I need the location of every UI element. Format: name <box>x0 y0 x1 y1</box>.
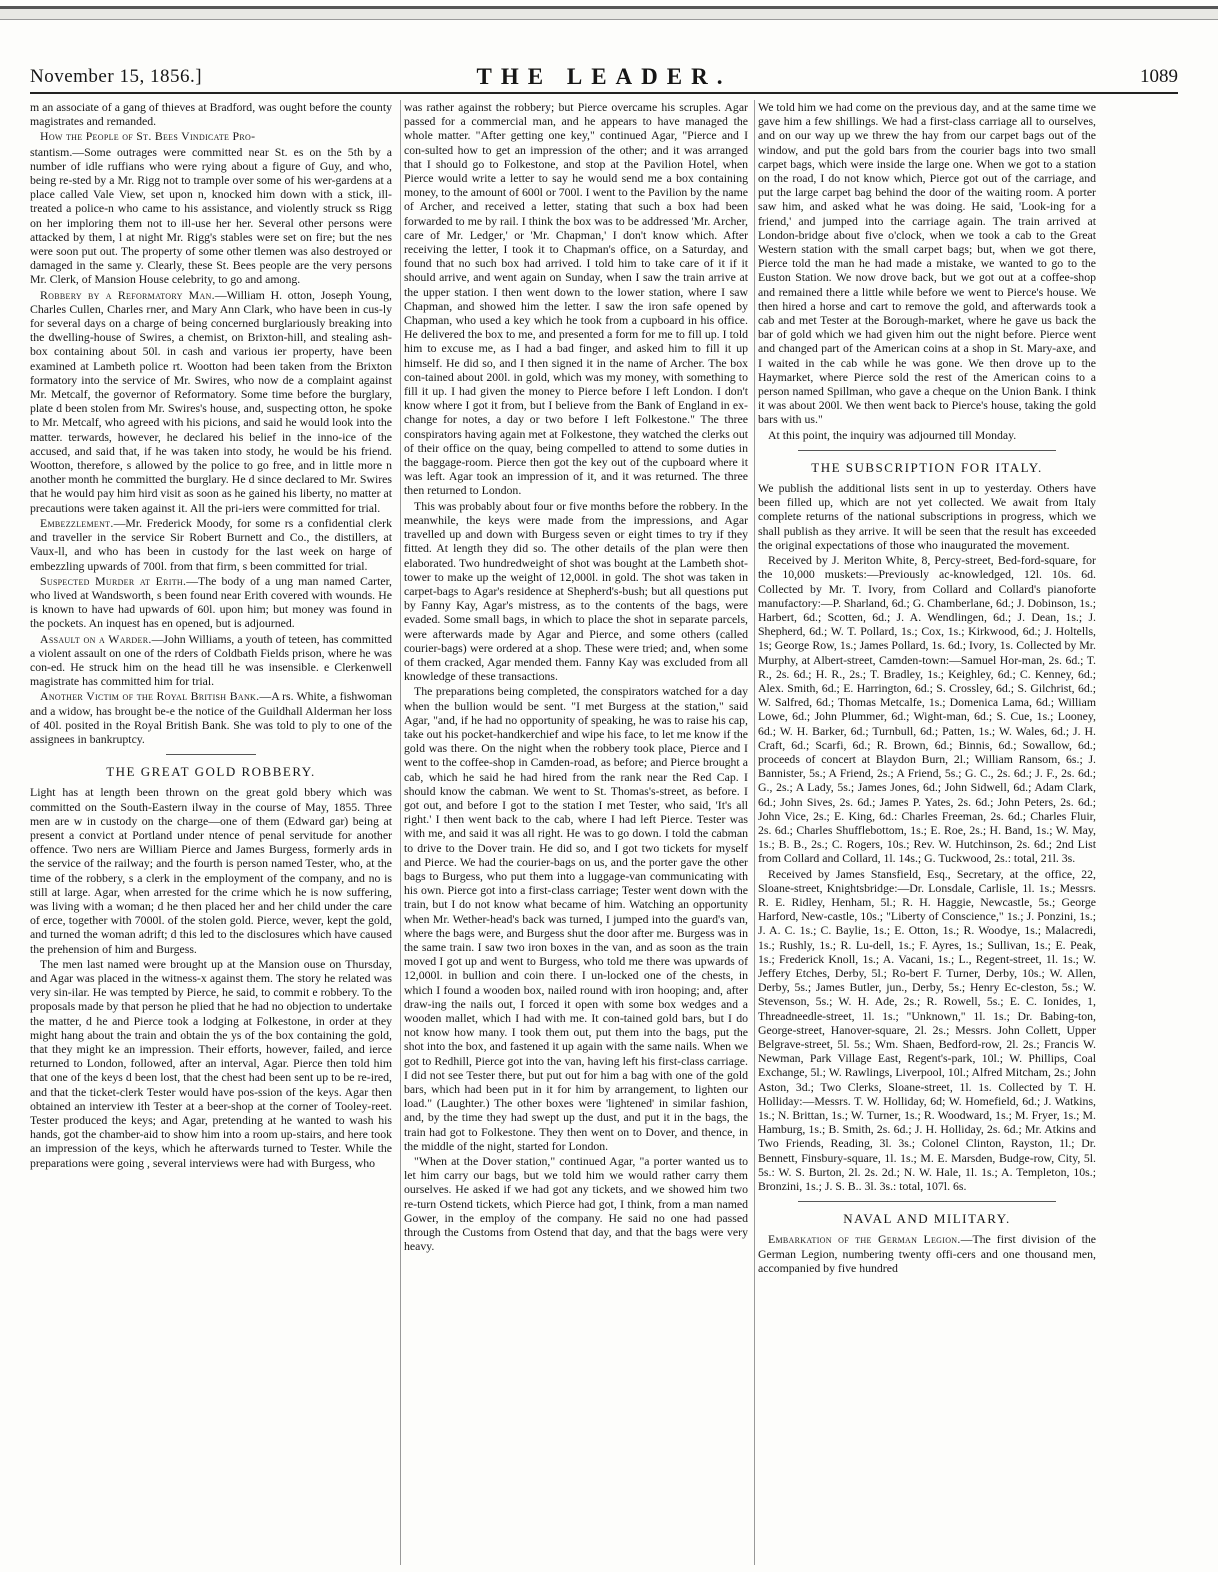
article-paragraph: The preparations being completed, the conspirators watched for a day when the bullion would be sent. "I met Burgess at the station," said Agar, "and, if he had no opportunity of speaking, he was to raise his cap, take out his pocket-handkerchief and wipe his face, to let me know if the gold was there. On the night when the robbery took place, Pierce and I went to the coffee-shop in Camden-road, as before; and Pierce brought a cab, which he said he had hired from the rank near the Red Cap. I should know the cabman. We went to St. Thomas's-street, as before. I got out, and before I got to the station I met Tester, who said, 'It's all right.' I then went back to the cab, where I had left Pierce. Tester was with me, and said it was all right. He was to go down. I told the cabman to drive to the Dover train. He did so, and I got two tickets for myself and Pierce. We had the courier-bags on us, and the porter gave the other bags to Burgess, who put them into a luggage-van communicating with his own. Pierce got into a first-class carriage; Tester went down with the train, but I do not know what became of him. Watching an opportunity when Mr. Wether-head's back was turned, I jumped into the guard's van, where the bags were, and Burgess shut the door after me. Burgess was in the same train. I saw two iron boxes in the van, and as soon as the train moved I got up and went to Burgess, who told me there was upwards of 12,000l. in bullion and coin there. I un-locked one of the chests, in which I found a wooden box, nailed round with iron hooping; and, after draw-ing the nails out, I forced it open with some box wedges and a wooden mallet, which I had with me. It con-tained gold bars, but I do not know how many. I took them out, put them into the bags, put the shot into the box, and fastened it up again with the same nails. When we got to Redhill, Pierce got into the van, having left his first-class carriage. I did not see Tester there, but put out for him a bag with one of the gold bars, which had been put in it for him by arrangement, to lighten our load." (Laughter.) The other boxes were 'lightened' in similar fashion, and, by the time they had swept up the dust, and put it in the bags, the train had got to Folkestone. They then went on to Dover, and thence, in the middle of the night, started for London. <box>404 684 748 1153</box>
article-paragraph: We told him we had come on the previous day, and at the same time we gave him a few shillings. We had a first-class carriage all to ourselves, and on our way up we threw the hay from our carpet bags out of the window, and put the gold bars from the courier bags into two small carpet bags, which were inside the large one. When we got to a station on the road, I do not know which, Pierce got out of the carriage, and put the large carpet bag behind the door of the waiting room. A porter saw him, and asked what he was doing. He said, 'Look-ing for a friend,' and jumped into the carriage again. The train arrived at London-bridge about five o'clock, when we took a cab to the Great Western station with the small carpet bags; but, when we got there, Pierce told the man he had made a mistake, we wanted to go to the Euston Station. We now drove back, but we got out at a coffee-shop and remained there a little while before we went to Pierce's house. We then hired a horse and cart to remove the gold, and afterwards took a cab and met Tester at the Borough-market, where he gave us back the bar of gold which we had given him out the night before. Pierce went and changed part of the American coins at a shop in St. Mary-axe, and I waited in the cab while he was gone. We then drove up to the Haymarket, where Pierce sold the rest of the American coins to a person named Spillman, who gave a cheque on the Union Bank. I think it was about 200l. We then went back to Pierce's house, taking the gold bars with us." <box>758 100 1096 427</box>
issue-date: November 15, 1856.] <box>30 66 203 87</box>
article-heading: How the People of St. Bees Vindicate Pro- <box>40 129 256 144</box>
article-paragraph: —The body of a ung man named Carter, who lived at Wandsworth, s been found near Erith covered with wounds. He is known to have had upwards of 60l. upon him; but money was found in the pockets. An inquest has en opened, but is adjourned. <box>30 573 392 631</box>
section-heading: THE SUBSCRIPTION FOR ITALY. <box>811 459 1043 475</box>
section-heading: NAVAL AND MILITARY. <box>843 1211 1011 1227</box>
article-heading: Embezzlement. <box>40 515 114 530</box>
masthead <box>30 62 1178 94</box>
article-paragraph: This was probably about four or five months before the robbery. In the meanwhile, the keys were made from the impressions, and Agar travelled up and down with Burgess seven or eight times to try if they fitted. At length they did so. The other details of the plan were then elaborated. Two hundredweight of shot was bought at the Lambeth shot-tower to make up the weight of 12,000l. in gold. The shot was taken in carpet-bags to Agar's residence at Shepherd's-bush; but all questions put by Fanny Kay, Agar's mistress, as to the contents of the bags, were evaded. Some small bags, in which to place the shot in separate parcels, were afterwards made by Agar and Pierce, and some others (called courier-bags) were ordered at a shop. These were tried; and, when some of them cracked, Agar mended them. Fanny Kay was excluded from all knowledge of these transactions. <box>404 498 748 684</box>
article-heading: Suspected Murder at Erith. <box>40 573 187 588</box>
article-paragraph: stantism.—Some outrages were committed near St. es on the 5th by a number of idle ruffians who were rying about a figure of Guy, and who, being re-sted by a Mr. Rigg not to trample over some of his wer-gardens at a place called Vale View, set upon n, knocked him down with a stick, ill-treated a police-n who came to his assistance, and violently struck ss Rigg on her imploring them not to ill-use her her. Several other persons were attacked by them, l at night Mr. Rigg's stables were set on fire; but the nes were soon put out. The property of some other tlemen was also destroyed or damaged in the same y. Clearly, these St. Bees people are the very persons Mr. Clerk, of Mansion House celebrity, to go and among. <box>30 144 392 287</box>
section-divider <box>798 450 1056 451</box>
article-paragraph: —The first division of the German Legion, numbering twenty offi-cers and one thousand men, accompanied by five hundred <box>758 1232 1096 1275</box>
article-paragraph: m an associate of a gang of thieves at Bradford, was ought before the county magistrates and remanded. <box>30 100 392 129</box>
section-divider <box>798 1201 1056 1202</box>
page-number: 1089 <box>1140 66 1178 87</box>
section-divider <box>166 754 256 755</box>
article-heading: Assault on a Warder. <box>40 631 152 646</box>
article-heading: Robbery by a Reformatory Man. <box>40 287 215 302</box>
article-paragraph: Received by J. Meriton White, 8, Percy-street, Bed-ford-square, for the 10,000 muskets:—Previously ac-knowledged, 12l. 10s. 6d. Collected by Mr. T. Ivory, from Collard and Collard's pianoforte manufactory:—P. Sharland, 6d.; G. Chamberlane, 6d.; J. Dobinson, 1s.; Harbert, 6d.; Scotten, 6d.; J. A. Wendlingen, 6d.; J. Dean, 1s.; J. Shepherd, 6d.; W. T. Pollard, 1s.; Cox, 1s.; Kirkwood, 6d.; J. Holtells, 1s; George Row, 1s.; James Pollard, 1s. 6d.; Ivory, 1s. Collected by Mr. Murphy, at Albert-street, Camden-town:—Samuel Hor-man, 2s. 6d.; T. R., 2s. 6d.; H. R., 2s.; T. Bradley, 1s.; Keighley, 6d.; C. Kenney, 6d.; Alex. Smith, 6d.; E. Harrington, 6d.; S. Crossley, 6d.; S. Gilchrist, 6d.; W. Salfred, 6d.; Thomas Metcalfe, 1s.; Domenica Lama, 6d.; William Lowe, 6d.; John Plummer, 6d.; Wight-man, 6d.; S. Cue, 1s.; Looney, 6d.; W. H. Barker, 6d.; Turnbull, 6d.; Patten, 1s.; W. Wales, 6d.; J. H. Craft, 6d.; Scarfi, 6d.; R. Brown, 6d.; Binnis, 6d.; Sowallow, 6d.; proceeds of concert at Blaydon Burn, 2l.; William Ransom, 6s.; J. Bannister, 5s.; A Friend, 2s.; A Friend, 5s.; G. C., 2s. 6d.; J. F., 2s. 6d.; G., 2s.; A Lady, 5s.; James Jones, 6d.; John Sidwell, 6d.; Adam Clark, 6d.; John Sives, 2s. 6d.; James P. Yates, 2s. 6d.; John Peters, 2s. 6d.; John Vice, 2s.; E. King, 6d.: Charles Freeman, 2s. 6d.; Charles Fluir, 2s. 6d.; Charles Shufflebottom, 1s.; E. Roe, 2s.; H. Band, 1s.; W. May, 1s.; B. B., 2s.; C. Rogers, 10s.; Rev. W. Hutchinson, 2s. 6d.; 2nd List from Collard and Collard, 1l. 14s.; G. Tuckwood, 2s.: total, 21l. 3s. <box>758 553 1096 866</box>
newspaper-title: THE LEADER. <box>476 64 732 89</box>
article-paragraph: —A rs. White, a fishwoman and a widow, has brought be-e the notice of the Guildhall Alderman her loss of 40l. posited in the Royal British Bank. She was told to ply to one of the assignees in bankruptcy. <box>30 689 392 746</box>
article-paragraph: was rather against the robbery; but Pierce overcame his scruples. Agar passed for a commercial man, and he appears to have managed the whole matter. "After getting one key," continued Agar, "Pierce and I con-sulted how to get an impression of the other; and it was arranged that I should go to Folkestone, and stop at the Pavilion Hotel, when Pierce would write a letter to say he would send me a box containing money, to the amount of 600l or 700l. I went to the Pavilion by the name of Archer, and received a letter, stating that such a box had been forwarded to me by rail. I think the box was to be addressed 'Mr. Archer, care of Mr. Ledger,' or 'Mr. Chapman,' I don't know which. After receiving the letter, I took it to Chapman's office, on a Saturday, and found that no such box had arrived. I told him to take care of it if it should arrive, and went again on Sunday, when I saw the train arrive at the upper station. I then went down to the lower station, where I saw Chapman, and showed him the letter. I saw the iron safe opened by Chapman, who used a key which he took from a cupboard in his office. He delivered the box to me, and presented a form for me to fill up. I told him to excuse me, as I had a bad finger, and asked him to fill it up himself. He did so, and I then signed it in the name of Archer. The box con-tained about 200l. in gold, which was my money, with something to fill it up. I had given the money to Pierce before I left London. I don't know where I got it from, but I believe from the Bank of England in ex-change for notes, a day or two before I left Folkestone." The three conspirators having again met at Folkestone, they watched the clerks out of their office on the quay, being compelled to attend to some duties in the baggage-room. Pierce then got the key out of the cupboard where it was left. Agar took an impression of it, and it was returned. The three then returned to London. <box>404 100 748 498</box>
article-paragraph: We publish the additional lists sent in up to yesterday. Others have been filled up, which are not yet collected. We await from Italy complete returns of the national subscriptions in progress, which we shall publish as they arrive. It will be seen that the result has exceeded the original expectations of those who inaugurated the movement. <box>758 481 1096 552</box>
article-paragraph: —John Williams, a youth of teteen, has committed a violent assault on one of the rders of Coldbath Fields prison, where he was con-ed. He struck him on the head till he was insensible. e Clerkenwell magistrate has committed him for trial. <box>30 631 392 689</box>
article-paragraph: Light has at length been thrown on the great gold bbery which was committed on the South-Eastern ilway in the course of May, 1855. Three men are w in custody on the charge—one of them (Edward gar) being at present a convict at Portland under ntence of penal servitude for another offence. Two ners are William Pierce and James Burgess, formerly ards in the service of the railway; and the fourth is person named Tester, who, at the time of the robbery, s a clerk in the employment of the company, and no is still at large. Agar, when arrested for the crime which he is now suffering, was living with a woman; d he then placed her and her child under the care of erce, together with 7000l. of the stolen gold. Pierce, wever, kept the gold, and turned the woman adrift; d this led to the disclosures which have caused the prehension of him and Burgess. <box>30 785 392 956</box>
article-heading: Another Victim of the Royal British Bank. <box>40 689 260 704</box>
article-paragraph: "When at the Dover station," continued Agar, "a porter wanted us to let him carry our bags, but we told him we would rather carry them ourselves. He asked if we had got any tickets, and we showed him two re-turn Ostend tickets, which Pierce had got, I think, from a man named Gower, in the employ of the company. He said no one had passed through the Customs from Ostend that day, and that the bags were very heavy. <box>404 1154 748 1254</box>
column-right <box>754 100 1096 1565</box>
column-left <box>30 100 392 1565</box>
article-heading: Embarkation of the German Legion. <box>768 1232 961 1247</box>
article-paragraph: Received by James Stansfield, Esq., Secretary, at the office, 22, Sloane-street, Knightsbridge:—Dr. Lonsdale, Carlisle, 1l. 1s.; Messrs. R. E. Ridley, Henham, 5l.; R. H. Haggie, Newcastle, 5s.; George Harford, New-castle, 10s.; "Liberty of Conscience," 1s.; J. Ponzini, 1s.; J. A. C. 1s.; C. Baylie, 1s.; E. Otton, 1s.; R. Woodye, 1s.; Malacredi, 1s.; Rushly, 1s.; R. Lu-dell, 1s.; F. Ayres, 1s.; Sullivan, 1s.; E. Peak, 1s.; Frederick Knoll, 1s.; A. Vacani, 1s.; L., Regent-street, 1l. 1s.; W. Jeffery Etches, Derby, 5l.; Ro-bert F. Turner, Derby, 10s.; W. Allen, Derby, 5s.; James Butler, jun., Derby, 5s.; Henry Ec-cleston, 5s.; W. Stevenson, 5s.; W. H. Ade, 2s.; R. Rowell, 5s.; E. C. Ionides, 1, Threadneedle-street, 1l. 1s.; "Unknown," 1l. 1s.; Dr. Babing-ton, George-street, Hanover-square, 2l. 2s.; Messrs. John Collett, Upper Belgrave-street, 5l. 5s.; Wm. Shaen, Bedford-row, 2l. 2s.; Francis W. Newman, Park Village East, Regent's-park, 10l.; W. Phillips, Coal Exchange, 5l.; W. Rawlings, Liverpool, 10l.; Alfred Mitcham, 2s.; John Aston, 3d.; Two Clerks, Sloane-street, 1l. 1s. Collected by T. H. Holliday:—Messrs. T. W. Holliday, 6d; W. Homefield, 6d.; J. Watkins, 1s.; N. Brittan, 1s.; W. Turner, 1s.; R. Woodward, 1s.; M. Fryer, 1s.; M. Hamburg, 1s.; B. Smith, 2s. 6d.; J. H. Holliday, 2s. 6d.; Mr. Atkins and Two Friends, Reading, 3l. 3s.; Colonel Clinton, Rayston, 1l.; Dr. Bennett, Finsbury-square, 1l. 1s.; M. E. Marsden, Budge-row, City, 5l. 5s.: W. S. Burton, 2l. 2s. 2d.; N. W. Hale, 1l. 1s.; A. Templeton, 10s.; Bronzini, 1s.; J. S. B.. 3l. 3s.: total, 107l. 6s. <box>758 866 1096 1194</box>
section-heading: THE GREAT GOLD ROBBERY. <box>106 764 316 780</box>
article-paragraph: —William H. otton, Joseph Young, Charles Cullen, Charles rner, and Mary Ann Clark, who have been in cus-ly for several days on a charge of being concerned burglariously breaking into the dwelling-house of Swires, a chemist, on Brixton-hill, and stealing ash-box containing about 50l. in cash and various ier property, have been examined at Lambeth police rt. Wootton had been taken from the Brixton formatory into the service of Mr. Swires, who now de a complaint against Mr. Metcalf, the governor of Reformatory. Some time before the burglary, plate d been stolen from Mr. Swires's house, and, suspecting otton, he spoke to Mr. Metcalf, who agreed with his picions, and said he would look into the matter. terwards, however, he declared his belief in the inno-ice of the accused, and said that, if he was taken into stody, he would be his friend. Wootton, therefore, s allowed by the police to go free, and in little more n another month he committed the burglary. He d since declared to Mr. Swires that he would pay him hird visit as soon as he gained his liberty, no matter at precautions were taken against it. All the pri-iers were committed for trial. <box>30 287 392 515</box>
column-middle <box>400 100 748 1565</box>
article-paragraph: At this point, the inquiry was adjourned till Monday. <box>768 427 1017 442</box>
top-border-rule <box>0 6 1218 20</box>
article-paragraph: The men last named were brought up at the Mansion ouse on Thursday, and Agar was placed in the witness-x against them. The story he related was very sin-ilar. He was tempted by Pierce, he said, to commit e robbery. To the proposals made by that person he plied that he had no objection to undertake the matter, d he and Pierce took a lodging at Folkestone, in order at they might hang about the train and obtain the ys of the box containing the gold, that they might ke an impression. Their efforts, however, failed, and ierce returned to London, followed, after an interval, Agar. Pierce then told him that one of the keys d been lost, that the chest had been sent up to be re-ired, and that the ticket-clerk Tester would have pos-ssion of the keys. Agar then obtained an interview ith Tester at a beer-shop at the corner of Tooley-reet. Tester produced the keys; and Agar, pretending at he wanted to wash his hands, got the chamber-aid to show him into a room up-stairs, and here took an impression of the keys, which he afterwards turned to Tester. While the preparations were going , several interviews were had with Burgess, who <box>30 956 392 1170</box>
article-paragraph: —Mr. Frederick Moody, for some rs a confidential clerk and traveller in the service Sir Robert Burnett and Co., the distillers, at Vaux-ll, and who has been in custody for the last week on harge of embezzling upwards of 700l. from that firm, s been committed for trial. <box>30 515 392 573</box>
